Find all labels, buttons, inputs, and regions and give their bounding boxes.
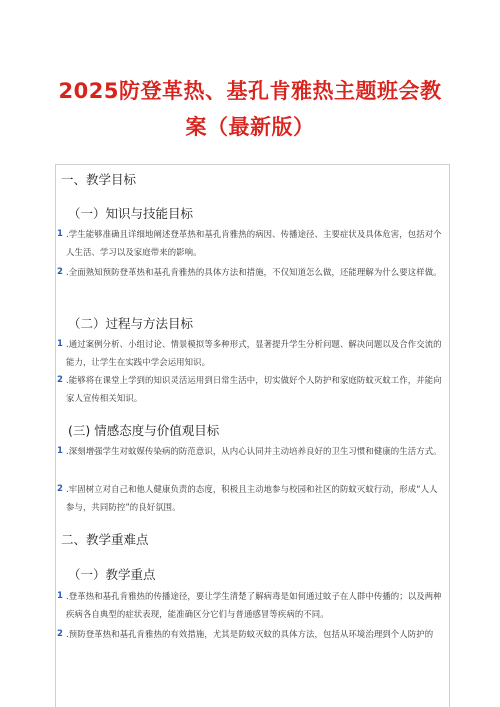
list-text: .深刻增强学生对蚊媒传染病的防范意识，从内心认同并主动培养良好的卫生习惯和健康的生活方式。 xyxy=(66,446,442,456)
list-number: 1 xyxy=(57,591,63,601)
list-number: 2 xyxy=(57,484,63,494)
list-number: 2 xyxy=(57,267,63,277)
subsection-heading-knowledge-skills: （一）知识与技能目标 xyxy=(68,206,194,221)
list-text: .牢固树立对自己和他人健康负责的态度，积极且主动地参与校园和社区的防蚊灭蚊行动，形成“人人参与，共同防控”的良好氛围。 xyxy=(66,484,438,512)
subsection-heading-teaching-focus: （一）教学重点 xyxy=(68,567,156,582)
list-text: .全面熟知预防登革热和基孔肯雅热的具体方法和措施，不仅知道怎么做，还能理解为什么要这样做。 xyxy=(66,267,442,277)
list-number: 1 xyxy=(57,229,63,239)
list-text: .能够将在课堂上学到的知识灵活运用到日常生活中，切实做好个人防护和家庭防蚊灭蚊工作，并能向家人宣传相关知识。 xyxy=(66,375,442,403)
subsection-heading-process-methods: （二）过程与方法目标 xyxy=(68,316,194,331)
list-text: .预防登革热和基孔肯雅热的有效措施，尤其是防蚊灭蚊的具体方法，包括从环境治理到个人防护的 xyxy=(66,629,434,639)
document-title-line2: 案（最新版） xyxy=(185,115,315,139)
subsection-heading-attitudes-values: (三) 情感态度与价值观目标 xyxy=(68,423,220,438)
list-number: 1 xyxy=(57,339,63,349)
list-text: .登革热和基孔肯雅热的传播途径，要让学生清楚了解病毒是如何通过蚊子在人群中传播的；以及两种疾病各自典型的症状表现，能准确区分它们与普通感冒等疾病的不同。 xyxy=(66,591,442,619)
list-number: 2 xyxy=(57,375,63,385)
list-number: 1 xyxy=(57,446,63,456)
list-text: .学生能够准确且详细地阐述登革热和基孔肯雅热的病因、传播途径、主要症状及具体危害，包括对个人生活、学习以及家庭带来的影响。 xyxy=(66,229,442,257)
section-heading-key-difficult-points: 二、教学重难点 xyxy=(61,532,149,547)
list-number: 2 xyxy=(57,629,63,639)
section-heading-teaching-goals: 一、教学目标 xyxy=(61,172,137,187)
list-text: .通过案例分析、小组讨论、情景模拟等多种形式，显著提升学生分析问题、解决问题以及合作交流的能力，让学生在实践中学会运用知识。 xyxy=(66,339,442,367)
document-title-line1: 2025防登革热、基孔肯雅热主题班会教 xyxy=(58,79,442,103)
